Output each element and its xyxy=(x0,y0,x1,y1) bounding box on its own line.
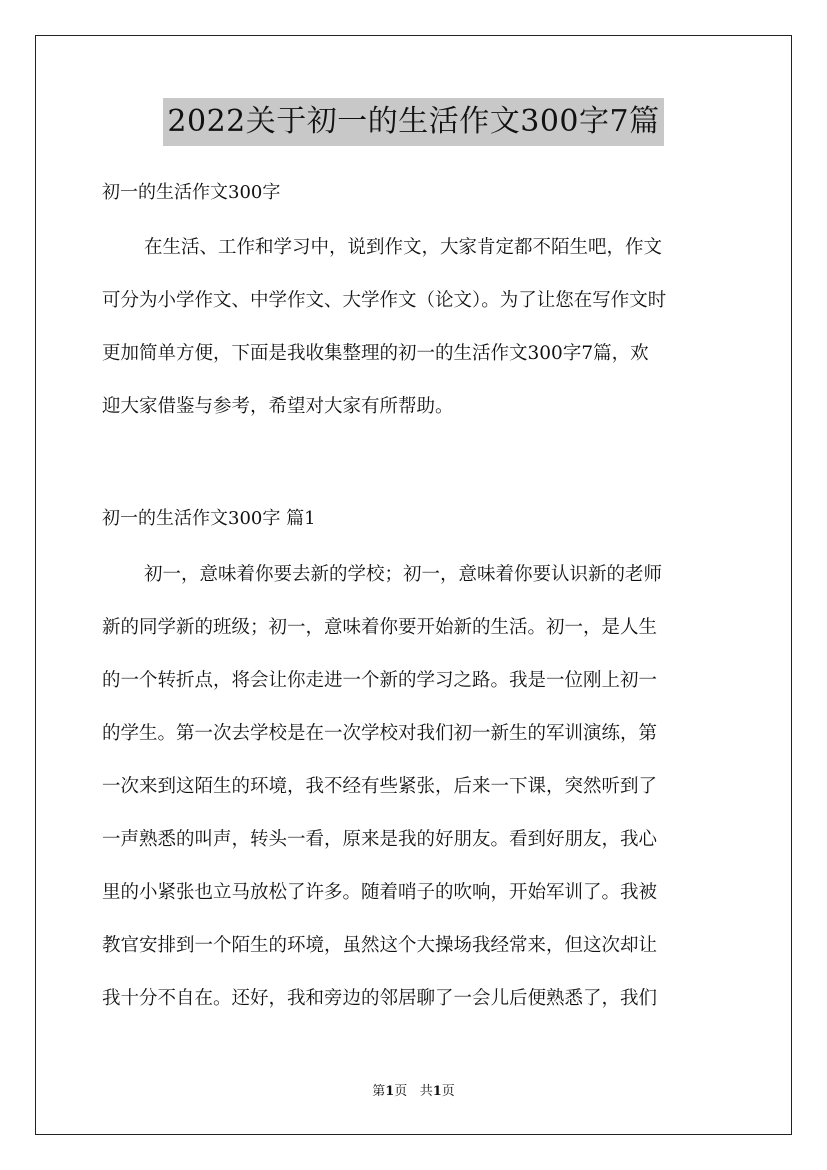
paragraph-line: 里的小紧张也立马放松了许多。随着哨子的吹响，开始军训了。我被 xyxy=(102,882,658,903)
section1-heading: 初一的生活作文300字 篇1 xyxy=(102,508,316,529)
page-number: 1 xyxy=(385,1084,395,1099)
page-footer xyxy=(0,1083,827,1101)
paragraph-line: 教官安排到一个陌生的环境，虽然这个大操场我经常来，但这次却让 xyxy=(102,935,658,956)
paragraph-line: 我十分不自在。还好，我和旁边的邻居聊了一会儿后便熟悉了，我们 xyxy=(102,988,658,1009)
total-label-prefix: 共 xyxy=(419,1084,433,1099)
title-container xyxy=(0,98,827,146)
intro-paragraph xyxy=(102,221,726,433)
paragraph-line: 在生活、工作和学习中，说到作文，大家肯定都不陌生吧，作文 xyxy=(144,237,663,258)
paragraph-line: 的一个转折点，将会让你走进一个新的学习之路。我是一位刚上初一 xyxy=(102,670,658,691)
paragraph-line: 的学生。第一次去学校是在一次学校对我们初一新生的军训演练，第 xyxy=(102,723,658,744)
document-title: 2022关于初一的生活作文300字7篇 xyxy=(163,98,663,146)
paragraph-line: 可分为小学作文、中学作文、大学作文（论文）。为了让您在写作文时 xyxy=(102,290,667,311)
page-label-prefix: 第 xyxy=(372,1084,386,1099)
page-label-suffix: 页 xyxy=(394,1084,408,1099)
paragraph-line: 更加简单方便，下面是我收集整理的初一的生活作文300字7篇，欢 xyxy=(102,343,649,364)
intro-heading: 初一的生活作文300字 xyxy=(102,182,281,203)
total-pages: 1 xyxy=(432,1084,442,1099)
paragraph-line: 迎大家借鉴与参考，希望对大家有所帮助。 xyxy=(102,396,454,417)
paragraph-line: 新的同学新的班级；初一，意味着你要开始新的生活。初一，是人生 xyxy=(102,617,658,638)
paragraph-line: 一声熟悉的叫声，转头一看，原来是我的好朋友。看到好朋友，我心 xyxy=(102,829,658,850)
section1-paragraph xyxy=(102,548,726,1025)
paragraph-line: 初一，意味着你要去新的学校；初一，意味着你要认识新的老师 xyxy=(144,564,663,585)
total-label-suffix: 页 xyxy=(441,1084,455,1099)
paragraph-line: 一次来到这陌生的环境，我不经有些紧张，后来一下课，突然听到了 xyxy=(102,776,658,797)
